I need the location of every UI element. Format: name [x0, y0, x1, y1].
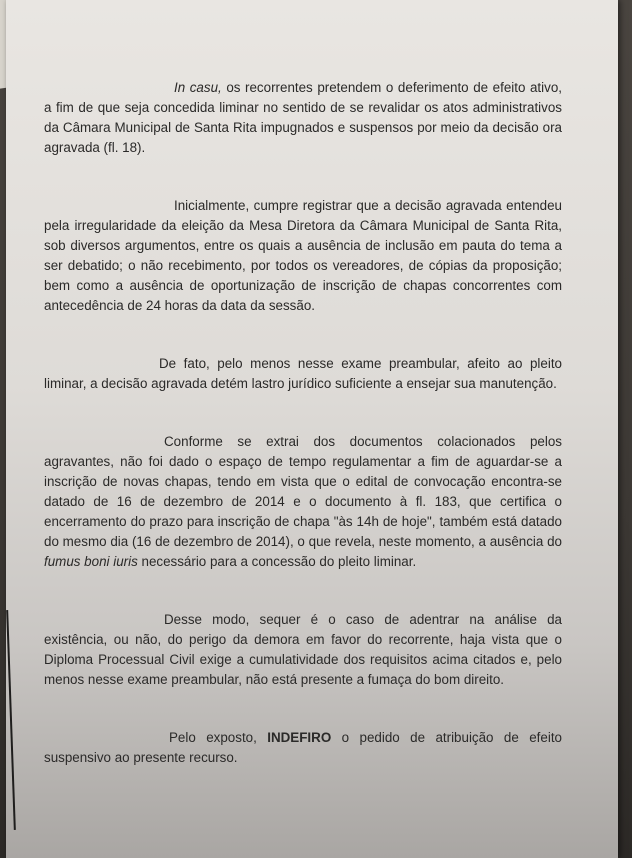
- paragraph-6: [44, 728, 562, 768]
- italic-lead: In casu,: [174, 80, 222, 95]
- pen-margin-mark: [6, 610, 16, 830]
- paragraph-2-text: Inicialmente, cumpre registrar que a decisão agravada entendeu pela irregularidade da eleição da Mesa Diretora da Câmara Municipal de Santa Rita, sob diversos argumentos, entre os quais a ausência de inclusão em pauta do tema a ser debatido; o não recebimento, por todos os vereadores, de cópias da proposição; bem como a ausência de oportunização de inscrição de chapas concorrentes com antecedência de 24 horas da data da sessão.: [44, 198, 562, 313]
- paragraph-6-text-b: o pedido de atribuição de efeito suspensivo ao presente recurso.: [44, 730, 562, 765]
- paragraph-3: [44, 354, 562, 394]
- paragraph-5: [44, 610, 562, 690]
- paragraph-3-text: De fato, pelo menos nesse exame preambular, afeito ao pleito liminar, a decisão agravada detém lastro jurídico suficiente a ensejar sua manutenção.: [44, 356, 562, 391]
- document-body: [44, 78, 562, 806]
- paragraph-6-text-a: Pelo exposto,: [169, 730, 268, 745]
- paragraph-1-text: os recorrentes pretendem o deferimento de efeito ativo, a fim de que seja concedida liminar no sentido de se revalidar os atos administrativos da Câmara Municipal de Santa Rita impugnados e suspensos por meio da decisão ora agravada (fl. 18).: [44, 80, 562, 155]
- document-page: [6, 0, 618, 858]
- paragraph-4-italic: fumus boni iuris: [44, 554, 138, 569]
- paragraph-4-text-b: necessário para a concessão do pleito liminar.: [137, 554, 417, 569]
- paragraph-5-text: Desse modo, sequer é o caso de adentrar na análise da existência, ou não, do perigo da demora em favor do recorrente, haja vista que o Diploma Processual Civil exige a cumulatividade dos requisitos acima citados e, pelo menos nesse exame preambular, não está presente a fumaça do bom direito.: [44, 612, 562, 687]
- paragraph-4-text-a: Conforme se extrai dos documentos colacionados pelos agravantes, não foi dado o espaço de tempo regulamentar a fim de aguardar-se a inscrição de novas chapas, tendo em vista que o edital de convocação encontra-se datado de 16 de dezembro de 2014 e o documento à fl. 183, que certifica o encerramento do prazo para inscrição de chapa "às 14h de hoje", também está datado do mesmo dia (16 de dezembro de 2014), o que revela, neste momento, a ausência do: [44, 434, 562, 549]
- paragraph-2: [44, 196, 562, 316]
- paragraph-1: [44, 78, 562, 158]
- paragraph-4: [44, 432, 562, 572]
- paragraph-6-bold: INDEFIRO: [267, 730, 332, 745]
